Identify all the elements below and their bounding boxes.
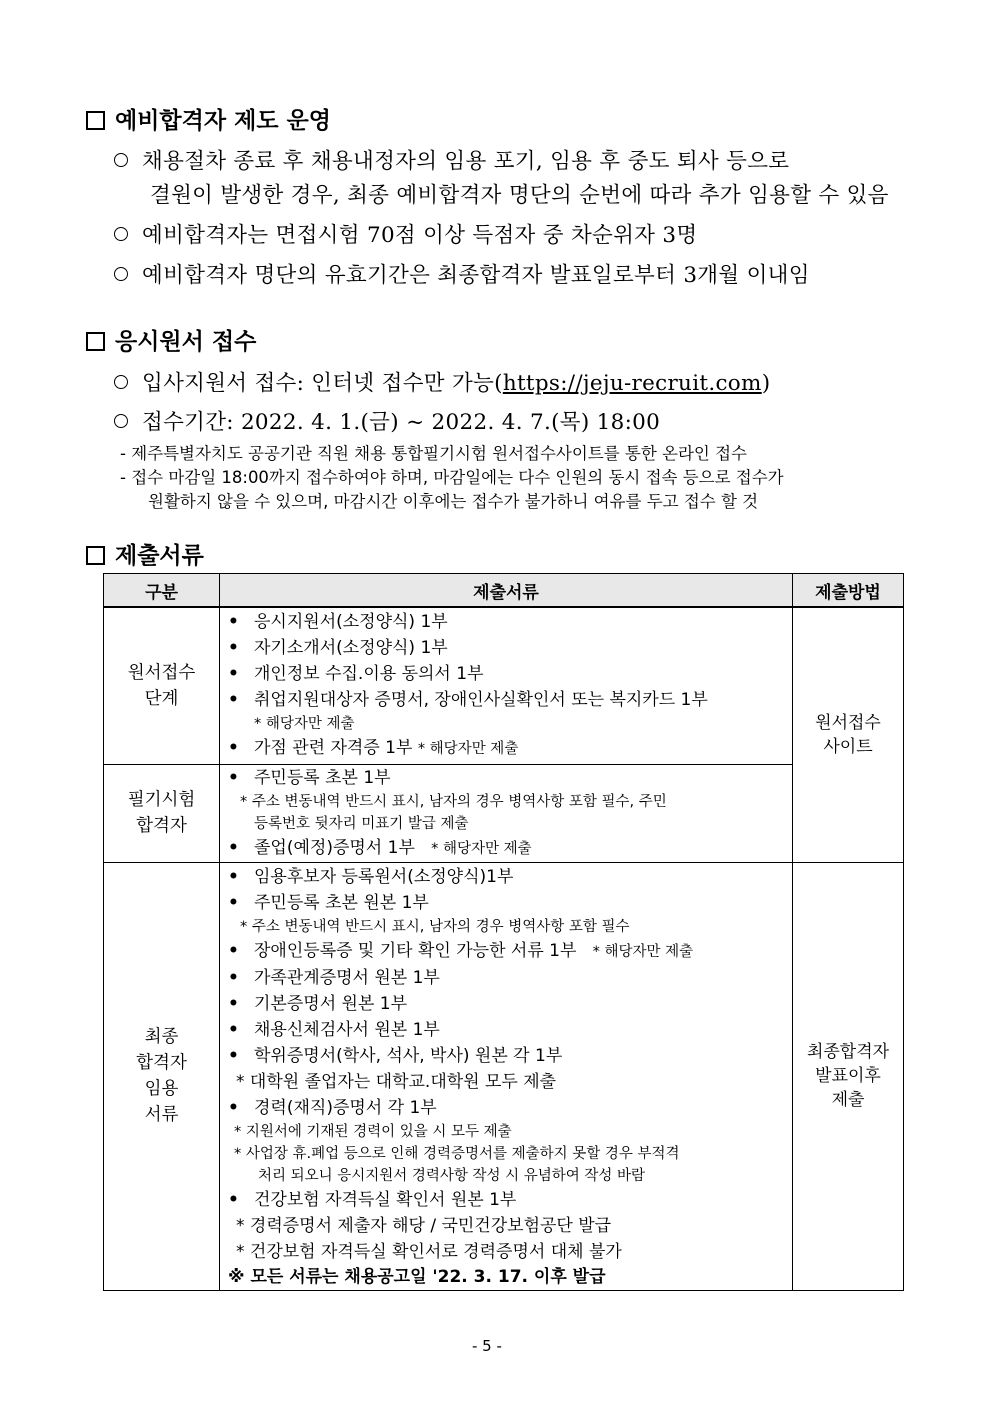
note-line: - 제주특별자치도 공공기관 직원 채용 통합필기시험 원서접수사이트를 통한 온라인 접수 — [120, 444, 747, 463]
document-item: • 건강보험 자격득실 확인서 원본 1부 — [228, 1189, 517, 1210]
document-item: • 채용신체검사서 원본 1부 — [228, 1019, 440, 1040]
bullet-item: 접수기간: 2022. 4. 1.(금) ~ 2022. 4. 7.(목) 18:00 — [114, 405, 660, 436]
checkbox-square-icon — [86, 332, 105, 351]
document-item: • 가족관계증명서 원본 1부 — [228, 967, 440, 988]
documents-table — [103, 573, 904, 1291]
document-item: • 주민등록 초본 원본 1부 — [228, 892, 429, 913]
section-heading-application: 응시원서 접수 — [86, 323, 256, 356]
header-category: 구분 — [104, 574, 220, 608]
category-cell: 최종 합격자 임용 서류 — [104, 862, 220, 1290]
method-cell: 최종합격자 발표이후 제출 — [793, 862, 904, 1290]
document-item: • 취업지원대상자 증명서, 장애인사실확인서 또는 복지카드 1부 — [228, 690, 708, 711]
bullet-continuation: 결원이 발생한 경우, 최종 예비합격자 명단의 순번에 따라 추가 임용할 수 있음 — [150, 183, 889, 208]
document-item: • 장애인등록증 및 기타 확인 가능한 서류 1부 * 해당자만 제출 — [228, 940, 694, 961]
page-number: - 5 - — [472, 1337, 502, 1355]
document-item: • 개인정보 수집.이용 동의서 1부 — [228, 664, 484, 685]
circle-bullet-icon — [114, 375, 128, 389]
document-note: * 사업장 휴.폐업 등으로 인해 경력증명서를 제출하지 못할 경우 부적격 — [234, 1145, 680, 1162]
document-item: • 임용후보자 등록원서(소정양식)1부 — [228, 866, 514, 887]
documents-cell — [220, 607, 793, 764]
document-note: * 지원서에 기재된 경력이 있을 시 모두 제출 — [234, 1123, 512, 1140]
bullet-item: 예비합격자 명단의 유효기간은 최종합격자 발표일로부터 3개월 이내임 — [114, 258, 810, 289]
document-item: • 자기소개서(소정양식) 1부 — [228, 638, 448, 659]
document-item: • 기본증명서 원본 1부 — [228, 993, 407, 1014]
bullet-item: 예비합격자는 면접시험 70점 이상 득점자 중 차순위자 3명 — [114, 218, 697, 249]
document-item: • 경력(재직)증명서 각 1부 — [228, 1097, 437, 1118]
checkbox-square-icon — [86, 111, 105, 130]
document-note: * 주소 변동내역 반드시 표시, 남자의 경우 병역사항 포함 필수, 주민 — [240, 793, 667, 810]
circle-bullet-icon — [114, 267, 128, 281]
bullet-item: 입사지원서 접수: 인터넷 접수만 가능(https://jeju-recruit.com) — [114, 366, 770, 397]
checkbox-square-icon — [86, 546, 105, 565]
document-item: • 학위증명서(학사, 석사, 박사) 원본 각 1부 — [228, 1045, 563, 1066]
table-row — [104, 607, 904, 764]
category-cell: 필기시험 합격자 — [104, 764, 220, 862]
document-note: * 해당자만 제출 — [254, 716, 355, 733]
circle-bullet-icon — [114, 153, 128, 167]
bullet-item: 채용절차 종료 후 채용내정자의 임용 포기, 임용 후 중도 퇴사 등으로 — [114, 144, 789, 175]
table-row — [104, 764, 904, 862]
document-note: 처리 되오니 응시지원서 경력사항 작성 시 유념하여 작성 바람 — [258, 1167, 646, 1184]
section-heading-reserve: 예비합격자 제도 운영 — [86, 102, 331, 135]
document-note: * 대학원 졸업자는 대학교.대학원 모두 제출 — [236, 1071, 557, 1092]
recruit-site-link[interactable]: https://jeju-recruit.com — [502, 371, 762, 396]
documents-cell — [220, 862, 793, 1290]
documents-cell — [220, 764, 793, 862]
circle-bullet-icon — [114, 227, 128, 241]
note-line: 원활하지 않을 수 있으며, 마감시간 이후에는 접수가 불가하니 여유를 두고 접수 할 것 — [148, 492, 759, 511]
table-header-row — [104, 574, 904, 608]
final-issue-note: ※ 모든 서류는 채용공고일 '22. 3. 17. 이후 발급 — [228, 1266, 606, 1287]
category-cell: 원서접수 단계 — [104, 607, 220, 764]
table-row — [104, 862, 904, 1290]
note-line: - 접수 마감일 18:00까지 접수하여야 하며, 마감일에는 다수 인원의 동시 접속 등으로 접수가 — [120, 468, 784, 487]
document-item: • 응시지원서(소정양식) 1부 — [228, 612, 448, 633]
method-cell: 원서접수 사이트 — [793, 607, 904, 862]
header-documents: 제출서류 — [220, 574, 793, 608]
document-note: * 주소 변동내역 반드시 표시, 남자의 경우 병역사항 포함 필수 — [240, 918, 630, 935]
document-item: • 가점 관련 자격증 1부 * 해당자만 제출 — [228, 738, 519, 759]
document-note: * 경력증명서 제출자 해당 / 국민건강보험공단 발급 — [236, 1215, 612, 1236]
header-method: 제출방법 — [793, 574, 904, 608]
document-item: • 졸업(예정)증명서 1부 * 해당자만 제출 — [228, 837, 532, 858]
section-heading-documents: 제출서류 — [86, 537, 204, 570]
document-note: 등록번호 뒷자리 미표기 발급 제출 — [254, 815, 469, 832]
document-item: • 주민등록 초본 1부 — [228, 767, 391, 788]
document-note: * 건강보험 자격득실 확인서로 경력증명서 대체 불가 — [236, 1241, 622, 1262]
circle-bullet-icon — [114, 414, 128, 428]
